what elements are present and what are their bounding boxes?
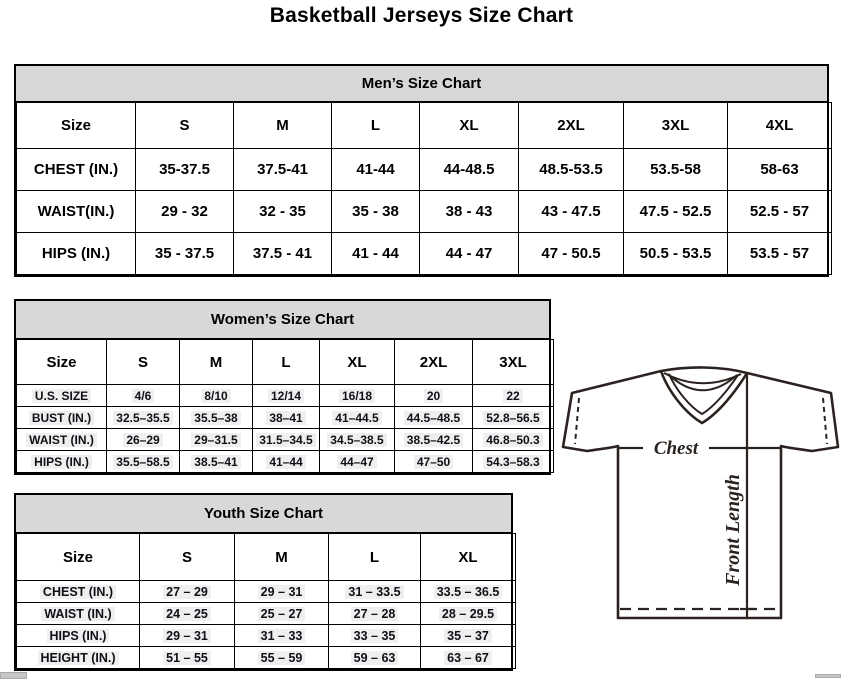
size-value-cell: 52.5 - 57 (728, 191, 832, 233)
size-value-cell: 54.3–58.3 (473, 451, 554, 473)
size-column-header: XL (421, 534, 516, 581)
measurement-row-label: WAIST(IN.) (17, 191, 136, 233)
measurement-row (17, 149, 832, 191)
size-value-cell: 32 - 35 (234, 191, 332, 233)
size-value-cell: 35.5–58.5 (107, 451, 180, 473)
measurement-row-label: HIPS (IN.) (17, 625, 140, 647)
size-value-cell: 31.5–34.5 (253, 429, 320, 451)
size-corner-header: Size (17, 103, 136, 149)
measurement-row (17, 385, 554, 407)
size-column-header: L (332, 103, 420, 149)
measurement-row-label: WAIST (IN.) (17, 603, 140, 625)
horizontal-scrollbar-right-thumb[interactable] (815, 674, 841, 678)
size-value-cell: 29 – 31 (235, 581, 329, 603)
size-value-cell: 55 – 59 (235, 647, 329, 669)
measurement-row-label: HEIGHT (IN.) (17, 647, 140, 669)
size-column-header: 3XL (624, 103, 728, 149)
size-value-cell: 44-48.5 (420, 149, 519, 191)
size-value-cell: 22 (473, 385, 554, 407)
size-value-cell: 35 - 38 (332, 191, 420, 233)
size-value-cell: 38–41 (253, 407, 320, 429)
size-value-cell: 46.8–50.3 (473, 429, 554, 451)
measurement-row-label: CHEST (IN.) (17, 581, 140, 603)
size-value-cell: 59 – 63 (329, 647, 421, 669)
size-value-cell: 28 – 29.5 (421, 603, 516, 625)
size-value-cell: 53.5 - 57 (728, 233, 832, 275)
measurement-row (17, 233, 832, 275)
size-value-cell: 25 – 27 (235, 603, 329, 625)
measurement-row (17, 603, 516, 625)
jersey-diagram (560, 360, 843, 630)
size-value-cell: 35 – 37 (421, 625, 516, 647)
size-value-cell: 35.5–38 (180, 407, 253, 429)
size-column-header: S (140, 534, 235, 581)
size-column-header: 2XL (395, 340, 473, 385)
size-column-header: XL (320, 340, 395, 385)
size-header-row (17, 103, 832, 149)
womens-size-chart-title: Women’s Size Chart (16, 301, 549, 339)
size-value-cell: 27 – 28 (329, 603, 421, 625)
size-column-header: M (235, 534, 329, 581)
size-value-cell: 63 – 67 (421, 647, 516, 669)
size-column-header: L (253, 340, 320, 385)
size-value-cell: 38.5–42.5 (395, 429, 473, 451)
mens-size-table (16, 102, 832, 275)
size-corner-header: Size (17, 534, 140, 581)
size-value-cell: 34.5–38.5 (320, 429, 395, 451)
size-value-cell: 29 - 32 (136, 191, 234, 233)
size-column-header: M (180, 340, 253, 385)
size-value-cell: 16/18 (320, 385, 395, 407)
size-column-header: S (136, 103, 234, 149)
size-value-cell: 35 - 37.5 (136, 233, 234, 275)
size-value-cell: 44–47 (320, 451, 395, 473)
size-value-cell: 31 – 33 (235, 625, 329, 647)
size-column-header: L (329, 534, 421, 581)
size-value-cell: 33.5 – 36.5 (421, 581, 516, 603)
size-value-cell: 32.5–35.5 (107, 407, 180, 429)
mens-size-chart (14, 64, 829, 277)
size-header-row (17, 534, 516, 581)
measurement-row (17, 625, 516, 647)
size-value-cell: 38.5–41 (180, 451, 253, 473)
size-header-row (17, 340, 554, 385)
size-value-cell: 51 – 55 (140, 647, 235, 669)
size-value-cell: 29–31.5 (180, 429, 253, 451)
size-value-cell: 48.5-53.5 (519, 149, 624, 191)
jersey-outline (563, 367, 838, 618)
size-column-header: XL (420, 103, 519, 149)
size-column-header: 2XL (519, 103, 624, 149)
measurement-row-label: HIPS (IN.) (17, 233, 136, 275)
chest-label: Chest (653, 438, 699, 459)
measurement-row (17, 647, 516, 669)
womens-size-table (16, 339, 554, 473)
size-value-cell: 41–44 (253, 451, 320, 473)
horizontal-scrollbar-left-button[interactable] (0, 672, 27, 679)
youth-size-chart-title: Youth Size Chart (16, 495, 511, 533)
size-value-cell: 50.5 - 53.5 (624, 233, 728, 275)
size-value-cell: 4/6 (107, 385, 180, 407)
measurement-row-label: CHEST (IN.) (17, 149, 136, 191)
size-value-cell: 47 - 50.5 (519, 233, 624, 275)
size-value-cell: 37.5-41 (234, 149, 332, 191)
size-value-cell: 27 – 29 (140, 581, 235, 603)
measurement-row-label: U.S. SIZE (17, 385, 107, 407)
size-value-cell: 44 - 47 (420, 233, 519, 275)
measurement-row-label: WAIST (IN.) (17, 429, 107, 451)
size-value-cell: 26–29 (107, 429, 180, 451)
size-value-cell: 44.5–48.5 (395, 407, 473, 429)
size-value-cell: 52.8–56.5 (473, 407, 554, 429)
size-value-cell: 47–50 (395, 451, 473, 473)
size-value-cell: 47.5 - 52.5 (624, 191, 728, 233)
size-value-cell: 20 (395, 385, 473, 407)
measurement-row-label: BUST (IN.) (17, 407, 107, 429)
size-value-cell: 33 – 35 (329, 625, 421, 647)
size-value-cell: 24 – 25 (140, 603, 235, 625)
size-value-cell: 35-37.5 (136, 149, 234, 191)
size-value-cell: 8/10 (180, 385, 253, 407)
size-value-cell: 43 - 47.5 (519, 191, 624, 233)
size-corner-header: Size (17, 340, 107, 385)
size-value-cell: 53.5-58 (624, 149, 728, 191)
youth-size-table (16, 533, 516, 669)
size-value-cell: 12/14 (253, 385, 320, 407)
size-value-cell: 41 - 44 (332, 233, 420, 275)
measurement-row-label: HIPS (IN.) (17, 451, 107, 473)
size-column-header: S (107, 340, 180, 385)
front-length-label: Front Length (722, 474, 744, 586)
size-value-cell: 29 – 31 (140, 625, 235, 647)
size-value-cell: 37.5 - 41 (234, 233, 332, 275)
page-title: Basketball Jerseys Size Chart (269, 4, 574, 27)
size-column-header: 4XL (728, 103, 832, 149)
measurement-row (17, 407, 554, 429)
size-column-header: M (234, 103, 332, 149)
size-value-cell: 38 - 43 (420, 191, 519, 233)
size-value-cell: 58-63 (728, 149, 832, 191)
measurement-row (17, 191, 832, 233)
size-column-header: 3XL (473, 340, 554, 385)
womens-size-chart (14, 299, 551, 475)
size-value-cell: 41-44 (332, 149, 420, 191)
size-value-cell: 41–44.5 (320, 407, 395, 429)
measurement-row (17, 581, 516, 603)
mens-size-chart-title: Men’s Size Chart (16, 66, 827, 102)
size-value-cell: 31 – 33.5 (329, 581, 421, 603)
measurement-row (17, 451, 554, 473)
youth-size-chart (14, 493, 513, 671)
measurement-row (17, 429, 554, 451)
